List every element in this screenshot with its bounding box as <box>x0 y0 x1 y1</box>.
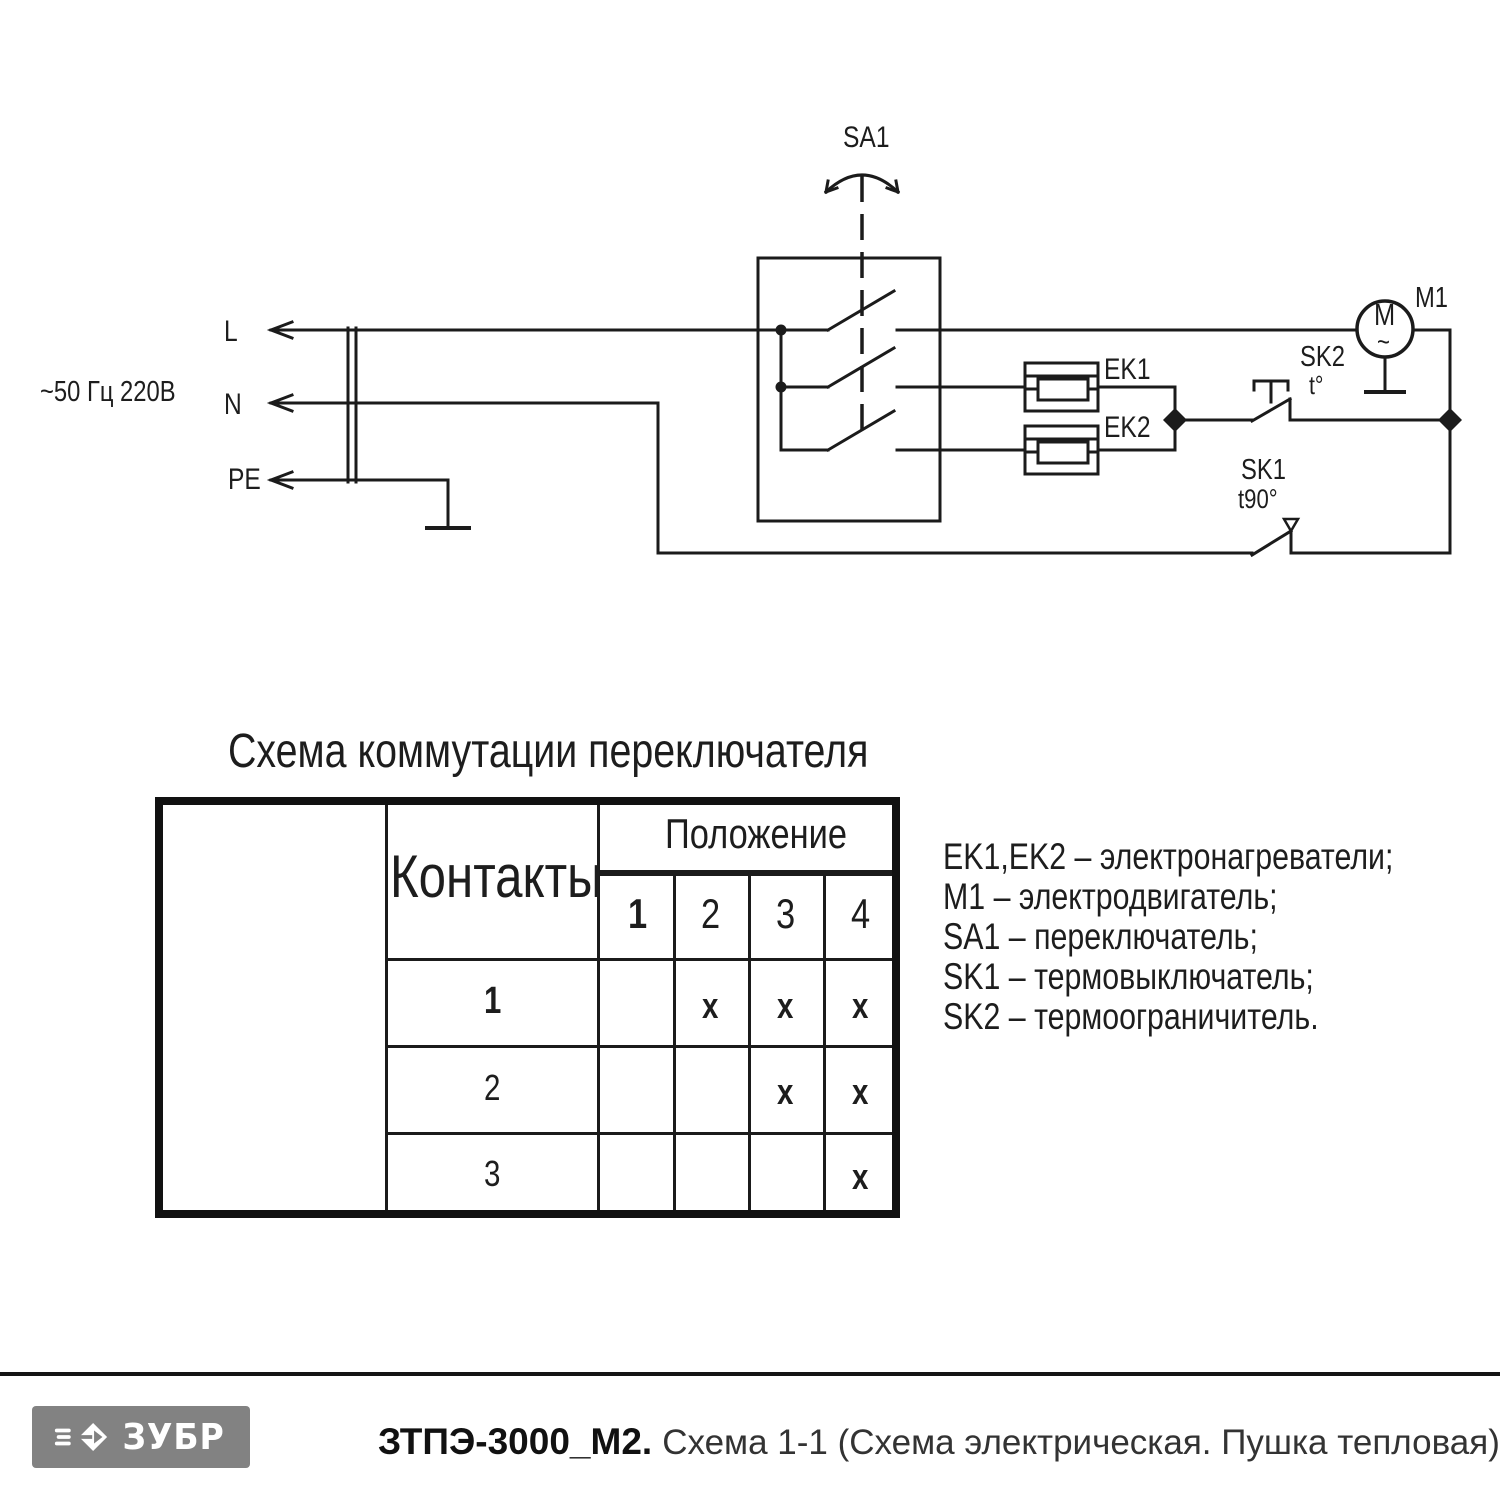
junction-dot <box>776 382 787 393</box>
mark-cell: x <box>852 1156 869 1197</box>
junction-dot <box>776 325 787 336</box>
sa1-contact2-blade <box>828 348 894 387</box>
legend-line: SA1 – переключатель; <box>943 916 1258 957</box>
contact-row-label: 3 <box>484 1153 501 1194</box>
ek1-heater <box>1025 363 1175 420</box>
sa1-rotation-arc <box>826 175 898 192</box>
junction-diamond-right <box>1438 408 1462 432</box>
mark-cell: x <box>852 985 869 1026</box>
m1-label: M1 <box>1415 282 1449 314</box>
table-title: Схема коммутации переключателя <box>228 725 869 778</box>
ek2-outer-box <box>1025 426 1098 474</box>
ek1-inner-box <box>1038 379 1088 400</box>
grid-line <box>385 1132 892 1135</box>
line-l-label: L <box>224 315 238 348</box>
mark-cell: x <box>852 1071 869 1112</box>
sa1-contact3-blade <box>828 411 894 450</box>
arrow-l-icon <box>271 322 292 338</box>
sk1-label: SK1 <box>1241 454 1286 486</box>
ek1-label: EK1 <box>1104 353 1151 386</box>
position-col-2: 2 <box>701 890 721 937</box>
grid-line <box>748 870 751 1210</box>
model-number: ЗТПЭ-3000_М2. <box>378 1421 653 1462</box>
sk1-thermal-switch <box>1252 519 1450 555</box>
sk1-temp-label: t90° <box>1238 484 1278 514</box>
grid-line <box>823 870 826 1210</box>
arrow-pe-icon <box>271 472 292 488</box>
ek2-inner-box <box>1038 442 1088 463</box>
ek2-label: EK2 <box>1104 411 1151 444</box>
sk1-triangle-icon <box>1284 519 1298 531</box>
arc-arrow-left-icon <box>826 181 837 192</box>
mark-cell: x <box>777 985 794 1026</box>
zubr-logo-mark-icon <box>53 1415 109 1459</box>
cable-marker <box>348 328 356 482</box>
zubr-logo-text: ЗУБР <box>122 1416 225 1458</box>
motor-letter: M <box>1374 297 1396 332</box>
schema-description: Схема 1-1 (Схема электрическая. Пушка тепловая) <box>662 1423 1500 1462</box>
sk2-label: SK2 <box>1300 341 1345 373</box>
arrow-n-icon <box>271 395 292 411</box>
arc-arrow-right-icon <box>887 181 898 192</box>
legend-line: SK2 – термоограничитель. <box>943 996 1319 1037</box>
grid-line <box>385 805 388 1210</box>
mark-cell: x <box>702 985 719 1026</box>
contact-row-label: 2 <box>484 1067 501 1108</box>
ek1-outer-box <box>1025 363 1098 411</box>
sk2-temp-label: t° <box>1309 370 1324 400</box>
position-col-3: 3 <box>776 890 796 937</box>
grid-line <box>385 958 892 961</box>
ek2-heater <box>1025 420 1175 474</box>
supply-label: ~50 Гц 220В <box>40 376 176 408</box>
sk1-blade <box>1252 531 1291 555</box>
contacts-header: Контакты <box>390 843 603 910</box>
junction-diamond-left <box>1163 408 1187 432</box>
sk2-actuator <box>1254 381 1288 402</box>
sa1-box <box>758 258 940 521</box>
line-pe-label: PE <box>228 463 261 496</box>
motor-tilde: ~ <box>1377 327 1390 357</box>
footer-divider <box>0 1372 1500 1376</box>
sa1-contact1-blade <box>828 291 894 330</box>
contact-row-label: 1 <box>484 980 502 1022</box>
legend-line: EK1,EK2 – электронагреватели; <box>943 836 1394 877</box>
legend-line: M1 – электродвигатель; <box>943 876 1278 917</box>
position-header-underline <box>597 870 892 876</box>
zubr-logo <box>32 1406 250 1468</box>
position-col-1: 1 <box>628 890 648 937</box>
legend-line: SK1 – термовыключатель; <box>943 956 1314 997</box>
wire-n-bottom <box>658 403 1252 553</box>
footer-title <box>378 1421 1500 1463</box>
sa1-label: SA1 <box>843 121 890 154</box>
line-n-label: N <box>224 388 242 421</box>
mark-cell: x <box>777 1071 794 1112</box>
legend <box>943 838 1492 1038</box>
sk2-blade <box>1252 399 1290 421</box>
position-col-4: 4 <box>851 890 871 937</box>
grid-line <box>385 1045 892 1048</box>
position-header: Положение <box>665 810 848 857</box>
grid-line <box>673 870 676 1210</box>
